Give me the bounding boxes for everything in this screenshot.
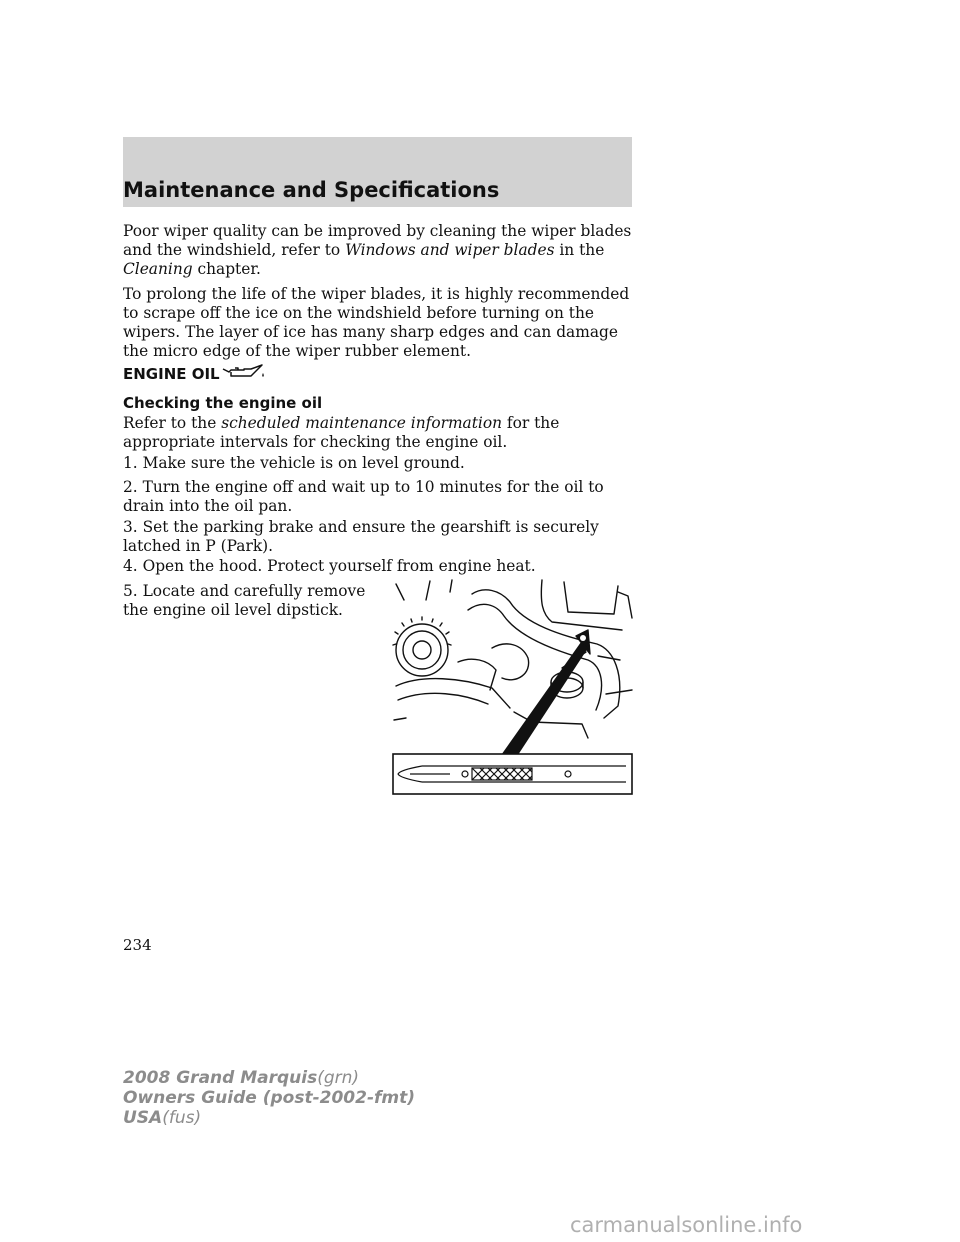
footer-model-code: (grn) [317,1068,360,1088]
cross-reference-maintenance: scheduled maintenance information [221,414,503,432]
wiper-paragraph-2: To prolong the life of the wiper blades, it is highly recommended to scrape off the ice on the windshield before turning on the wipers. The layer of ice has many sharp edges and can damage the micro edge of the wiper rubber element. [123,285,630,360]
page-number: 234 [123,936,152,954]
footer-market: USA [123,1108,163,1128]
watermark: carmanualsonline.info [570,1213,803,1237]
engine-oil-heading: ENGINE OIL [123,365,220,383]
footer-guide: Owners Guide (post-2002-fmt) [123,1088,416,1108]
oil-can-icon [221,363,265,383]
footer-line-1 [123,1068,415,1088]
step-5: 5. Locate and carefully remove the engine oil level dipstick. [123,582,366,619]
step-4: 4. Open the hood. Protect yourself from engine heat. [123,557,536,575]
footer-line-2 [123,1088,415,1108]
footer-market-code: (fus) [162,1108,202,1128]
page-header-title: Maintenance and Specifications [123,178,500,202]
step-3: 3. Set the parking brake and ensure the gearshift is securely latched in P (Park). [123,518,599,555]
text-run: in the [554,241,605,259]
step-1: 1. Make sure the vehicle is on level ground. [123,454,465,472]
cross-reference-wipers: Windows and wiper blades [345,241,555,259]
text-run: Poor wiper quality can be improved by cleaning the wiper blades and the windshield, refer to [123,222,632,259]
step-2: 2. Turn the engine off and wait up to 10 minutes for the oil to drain into the oil pan. [123,478,604,515]
checking-oil-subheading: Checking the engine oil [123,394,323,412]
oil-intro-paragraph [123,414,643,452]
wiper-paragraph-1 [123,222,643,279]
footer-model: 2008 Grand Marquis [123,1068,318,1088]
engine-dipstick-illustration [392,578,633,795]
footer-line-3 [123,1108,415,1128]
cross-reference-cleaning: Cleaning [123,260,193,278]
text-run: chapter. [192,260,261,278]
document-footer [123,1068,415,1128]
text-run: Refer to the [123,414,222,432]
text-run: for the appropriate intervals for checking the engine oil. [123,414,560,451]
